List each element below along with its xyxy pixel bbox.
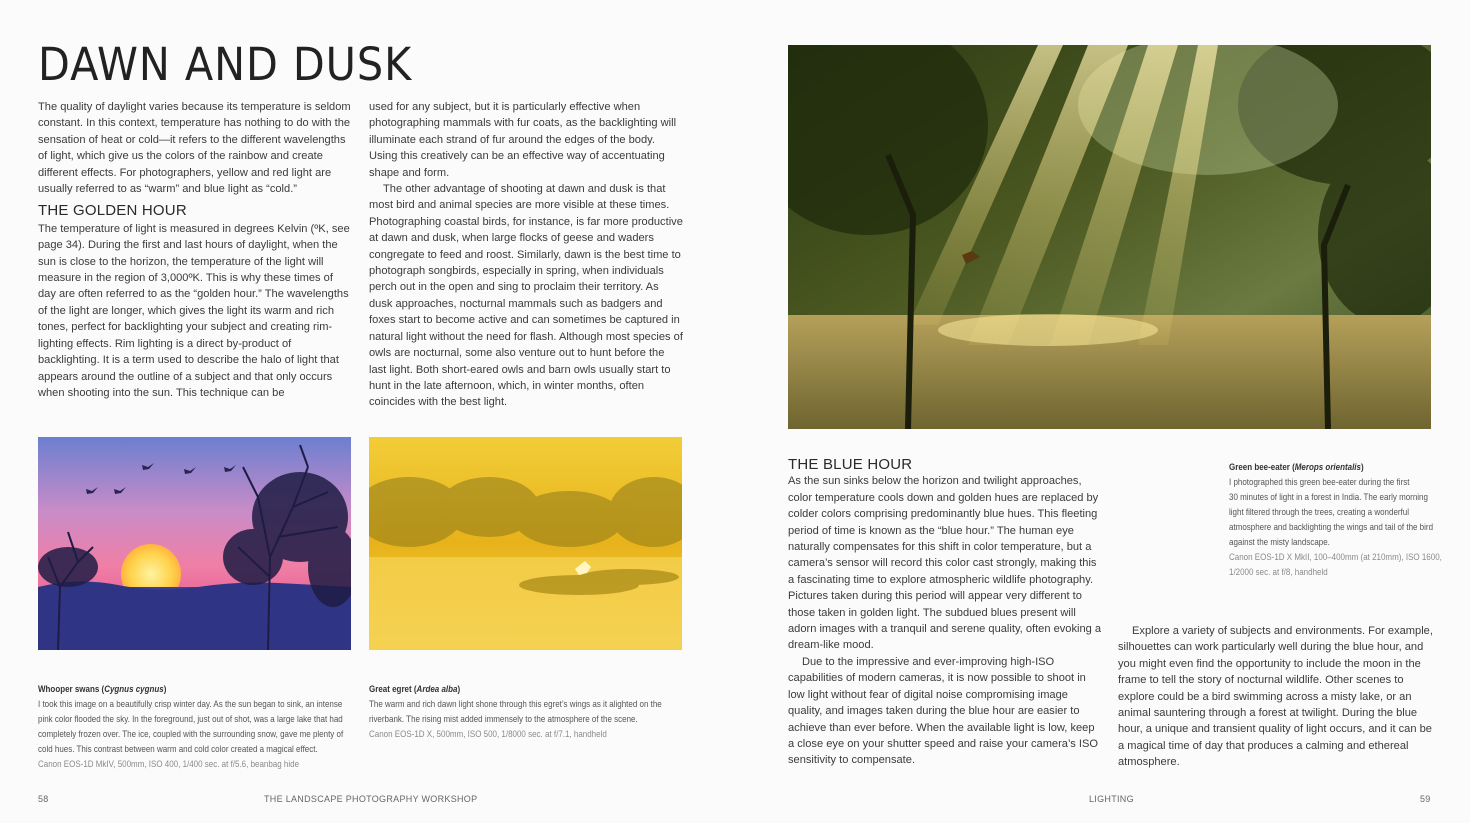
column-2-paragraph-1: used for any subject, but it is particularly effective when photographing mammals with fur coats, as the backlighting will illuminate each strand of fur around the edges of the body. Using this creatively can be an effective way of accentuating shape and form.	[369, 101, 677, 179]
column-2-paragraph-2: The other advantage of shooting at dawn and dusk is that most bird and animal species are more visible at these times. Photographing coastal birds, for instance, is far more productive at dawn and dusk, when large flocks of geese and waders congregate to feed and roost. Similarly, dawn is the best time to photograph songbirds, especially in spring, when individuals perch out in the open and sing to proclaim their territory. As dusk approaches, nocturnal mammals such as badgers and foxes start to become active and can sometimes be captured in natural light without the need for flash. Although most species of owls are nocturnal, some also venture out to hunt before the last light. Both short-eared owls and barn owls usually start to hunt in the late afternoon, which, in winter months, often coincides with the best light.	[369, 183, 683, 409]
egret-caption-title: Great egret (Ardea alba)	[369, 684, 461, 694]
blue-hour-paragraph-1: As the sun sinks below the horizon and twilight approaches, color temperature cools down and golden hues are replaced by colder colors comprising predominantly blue hues. This fleeting period of time is known as the “blue hour.” The human eye naturally compensates for this shift in color temperature, but a camera’s sensor will record this color cast strongly, making this a fascinating time to explore atmospheric wildlife photography. Pictures taken during this period will appear very different to those taken in golden light. The subdued blues present will adorn images with a tranquil and serene quality, often evoking a dream-like mood.	[788, 475, 1102, 652]
column-2	[369, 99, 683, 411]
swans-caption	[38, 682, 358, 772]
bee-eater-caption-line: 30 minutes of light in a forest in India. The early morning	[1229, 492, 1428, 502]
bee-eater-caption-line: against the misty landscape.	[1229, 537, 1330, 547]
bee-eater-caption-line: atmosphere and backlighting the wings and tail of the bird	[1229, 522, 1434, 532]
page-number-right: 59	[1420, 794, 1431, 804]
egret-photo	[369, 437, 682, 650]
egret-caption	[369, 682, 689, 742]
column-1	[38, 99, 352, 401]
page-title: DAWN AND DUSK	[38, 38, 413, 91]
running-title-right: LIGHTING	[1089, 794, 1134, 804]
bee-eater-caption-title: Green bee-eater (Merops orientalis)	[1229, 462, 1364, 472]
egret-caption-line: The warm and rich dawn light shone through this egret’s wings as it alighted on the	[369, 699, 662, 709]
bee-eater-caption	[1229, 460, 1444, 580]
bee-eater-photo	[788, 45, 1431, 429]
egret-caption-meta: Canon EOS-1D X, 500mm, ISO 500, 1/8000 sec. at f/7.1, handheld	[369, 729, 607, 739]
blue-hour-column-2	[1118, 623, 1433, 771]
golden-hour-paragraph: The temperature of light is measured in degrees Kelvin (ºK, see page 34). During the first and last hours of daylight, when the sun is close to the horizon, the temperature of the light will measure in the region of 3,000ºK. This is why these times of day are often referred to as the “golden hour.” The wavelengths of the light are longer, which gives the light its warm and rich tones, perfect for backlighting your subject and creating rim-lighting effects. Rim lighting is a direct by-product of backlighting. It is a term used to describe the halo of light that appears around the outline of a subject and that only occurs when shooting into the sun. This technique can be	[38, 222, 350, 399]
bee-eater-caption-meta: 1/2000 sec. at f/8, handheld	[1229, 567, 1328, 577]
swans-photo	[38, 437, 351, 650]
golden-hour-heading: THE GOLDEN HOUR	[38, 202, 187, 220]
blue-hour-column-1	[788, 457, 1103, 769]
swans-caption-meta: Canon EOS-1D MkIV, 500mm, ISO 400, 1/400 sec. at f/5.6, beanbag hide	[38, 759, 300, 769]
swans-caption-line: I took this image on a beautifully crisp winter day. As the sun began to sink, an intense	[38, 699, 343, 709]
swans-caption-line: completely frozen over. The ice, coupled with the surrounding snow, gave me plenty of	[38, 729, 344, 739]
swans-caption-line: pink color flooded the sky. In the foreground, just out of shot, was a large lake that had	[38, 714, 343, 724]
blue-hour-heading: THE BLUE HOUR	[788, 456, 913, 473]
swans-caption-line: cold hues. This contrast between warm and cold color created a magical effect.	[38, 744, 318, 754]
intro-paragraph: The quality of daylight varies because its temperature is seldom constant. In this context, temperature has nothing to do with the sensation of heat or cold—it refers to the different wavelengths of light, which give us the colors of the rainbow and create different effects. For photographers, yellow and red light are usually referred to as “warm” and blue light as “cold.”	[38, 101, 351, 196]
blue-hour-paragraph-3: Explore a variety of subjects and environments. For example, silhouettes can work particularly well during the blue hour, and you might even find the opportunity to include the moon in the frame to tell the story of nocturnal wildlife. Other scenes to explore could be a bird swimming across a misty lake, or an animal sauntering through a forest at twilight. During the blue hour, a unique and transient quality of light occurs, and it can be a magical time of day that produces a calming and ethereal atmosphere.	[1118, 625, 1433, 769]
swans-caption-title: Whooper swans (Cygnus cygnus)	[38, 684, 167, 694]
bee-eater-caption-line: I photographed this green bee-eater during the first	[1229, 477, 1410, 487]
running-title-left: THE LANDSCAPE PHOTOGRAPHY WORKSHOP	[264, 794, 478, 804]
page-number-left: 58	[38, 794, 49, 804]
bee-eater-caption-meta: Canon EOS-1D X MkII, 100–400mm (at 210mm), ISO 1600,	[1229, 552, 1442, 562]
bee-eater-caption-line: light filtered through the trees, creating a wonderful	[1229, 507, 1410, 517]
blue-hour-paragraph-2: Due to the impressive and ever-improving high-ISO capabilities of modern cameras, it is now possible to shoot in low light without fear of digital noise compromising image quality, and images taken during the blue hour are easier to achieve than ever before. When the available light is low, keep a close eye on your shutter speed and raise your camera’s ISO sensitivity to compensate.	[788, 655, 1098, 767]
egret-caption-line: riverbank. The rising mist added immensely to the atmosphere of the scene.	[369, 714, 638, 724]
